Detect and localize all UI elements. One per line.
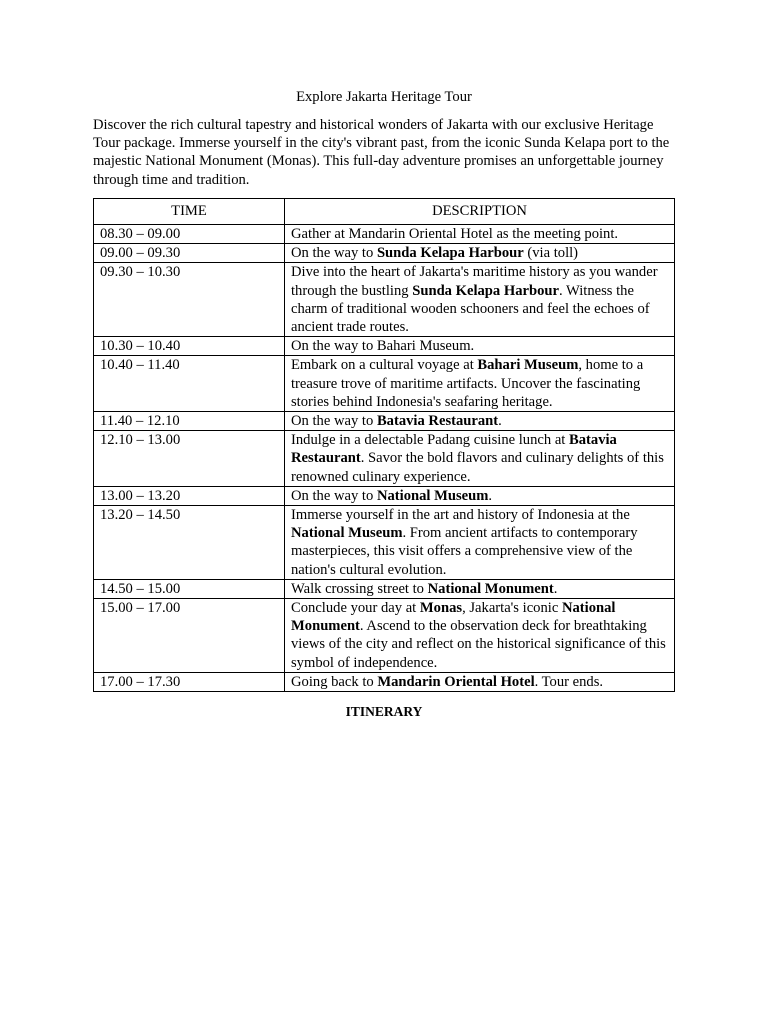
description-text: Embark on a cultural voyage at xyxy=(291,357,478,374)
description-text: . xyxy=(553,580,558,597)
description-cell xyxy=(285,506,675,580)
time-cell: 10.30 – 10.40 xyxy=(94,337,285,356)
description-cell xyxy=(285,431,675,487)
document-title: Explore Jakarta Heritage Tour xyxy=(296,89,472,105)
time-cell: 15.00 – 17.00 xyxy=(94,599,285,673)
time-cell: 17.00 – 17.30 xyxy=(94,672,285,691)
time-cell: 09.00 – 09.30 xyxy=(94,244,285,263)
description-text: On the way to Bahari Museum. xyxy=(291,338,475,355)
description-text: . xyxy=(488,487,493,504)
description-text: . Savor the bold flavors and culinary delights of this renowned culinary experience. xyxy=(291,450,664,485)
description-text: Gather at Mandarin Oriental Hotel as the meeting point. xyxy=(291,226,619,242)
place-name: Mandarin Oriental Hotel xyxy=(377,673,535,690)
time-cell: 11.40 – 12.10 xyxy=(94,412,285,431)
place-name: National Monument xyxy=(291,600,616,635)
description-text: On the way to xyxy=(291,245,377,262)
intro-paragraph: Discover the rich cultural tapestry and historical wonders of Jakarta with our exclusive Heritage Tour package. Immerse yourself in the city's vibrant past, from the iconic Sunda Kelapa port to the majestic National Monument (Monas). This full-day adventure promises an unforgettable journey through time and tradition. xyxy=(93,117,670,188)
description-text: . Tour ends. xyxy=(534,673,604,690)
description-cell xyxy=(285,672,675,691)
place-name: Monas xyxy=(419,600,463,617)
header-time: TIME xyxy=(94,199,285,225)
description-cell xyxy=(285,244,675,263)
place-name: Batavia Restaurant xyxy=(291,432,617,467)
time-cell: 08.30 – 09.00 xyxy=(94,225,285,244)
table-row xyxy=(94,672,675,691)
description-text: . xyxy=(498,413,502,430)
description-text: Going back to xyxy=(291,673,378,690)
description-text: Immerse yourself in the art and history of Indonesia at the xyxy=(291,507,630,524)
table-row xyxy=(94,337,675,356)
description-cell xyxy=(285,356,675,412)
header-description: DESCRIPTION xyxy=(285,199,675,225)
time-cell: 12.10 – 13.00 xyxy=(94,431,285,487)
description-cell xyxy=(285,486,675,505)
description-cell xyxy=(285,579,675,598)
time-cell: 10.40 – 11.40 xyxy=(94,356,285,412)
description-text: Dive into the heart of Jakarta's maritime history as you wander through the bustling xyxy=(291,264,658,299)
description-text: On the way to xyxy=(291,487,377,504)
table-row xyxy=(94,431,675,487)
description-text: , home to a treasure trove of maritime artifacts. Uncover the fascinating stories behind Indonesia's seafaring heritage. xyxy=(291,357,644,410)
description-cell xyxy=(285,412,675,431)
time-cell: 13.20 – 14.50 xyxy=(94,506,285,580)
place-name: Sunda Kelapa Harbour xyxy=(376,245,524,262)
place-name: National Museum xyxy=(376,487,489,504)
table-row xyxy=(94,486,675,505)
itinerary-table xyxy=(93,198,675,692)
description-text: (via toll) xyxy=(523,245,579,262)
description-text: , Jakarta's iconic xyxy=(462,600,562,617)
description-cell xyxy=(285,263,675,337)
description-cell xyxy=(285,337,675,356)
table-row xyxy=(94,225,675,244)
table-row xyxy=(94,506,675,580)
description-text: On the way to xyxy=(291,413,377,430)
description-cell xyxy=(285,599,675,673)
description-cell xyxy=(285,225,675,244)
time-cell: 09.30 – 10.30 xyxy=(94,263,285,337)
description-text: Indulge in a delectable Padang cuisine lunch at xyxy=(291,432,569,449)
description-text: Conclude your day at xyxy=(291,600,420,617)
place-name: Batavia Restaurant xyxy=(376,413,499,430)
table-row xyxy=(94,599,675,673)
time-cell: 13.00 – 13.20 xyxy=(94,486,285,505)
description-text: . From ancient artifacts to contemporary masterpieces, this visit offers a comprehensive view of the nation's cultural evolution. xyxy=(291,525,638,578)
description-text: . Witness the charm of traditional wooden schooners and feel the echoes of ancient trade routes. xyxy=(291,282,650,336)
place-name: Sunda Kelapa Harbour xyxy=(412,282,560,299)
table-row xyxy=(94,244,675,263)
time-cell: 14.50 – 15.00 xyxy=(94,579,285,598)
place-name: National Museum xyxy=(291,525,403,542)
description-text: . Ascend to the observation deck for breathtaking views of the city and reflect on the historical significance of this symbol of independence. xyxy=(291,618,666,671)
table-row xyxy=(94,356,675,412)
place-name: National Monument xyxy=(427,580,554,597)
table-caption: ITINERARY xyxy=(345,704,423,719)
table-row xyxy=(94,579,675,598)
itinerary-body xyxy=(94,225,675,692)
table-row xyxy=(94,263,675,337)
table-row xyxy=(94,412,675,431)
description-text: Walk crossing street to xyxy=(291,580,428,597)
table-header-row xyxy=(94,199,675,225)
place-name: Bahari Museum xyxy=(477,357,579,374)
